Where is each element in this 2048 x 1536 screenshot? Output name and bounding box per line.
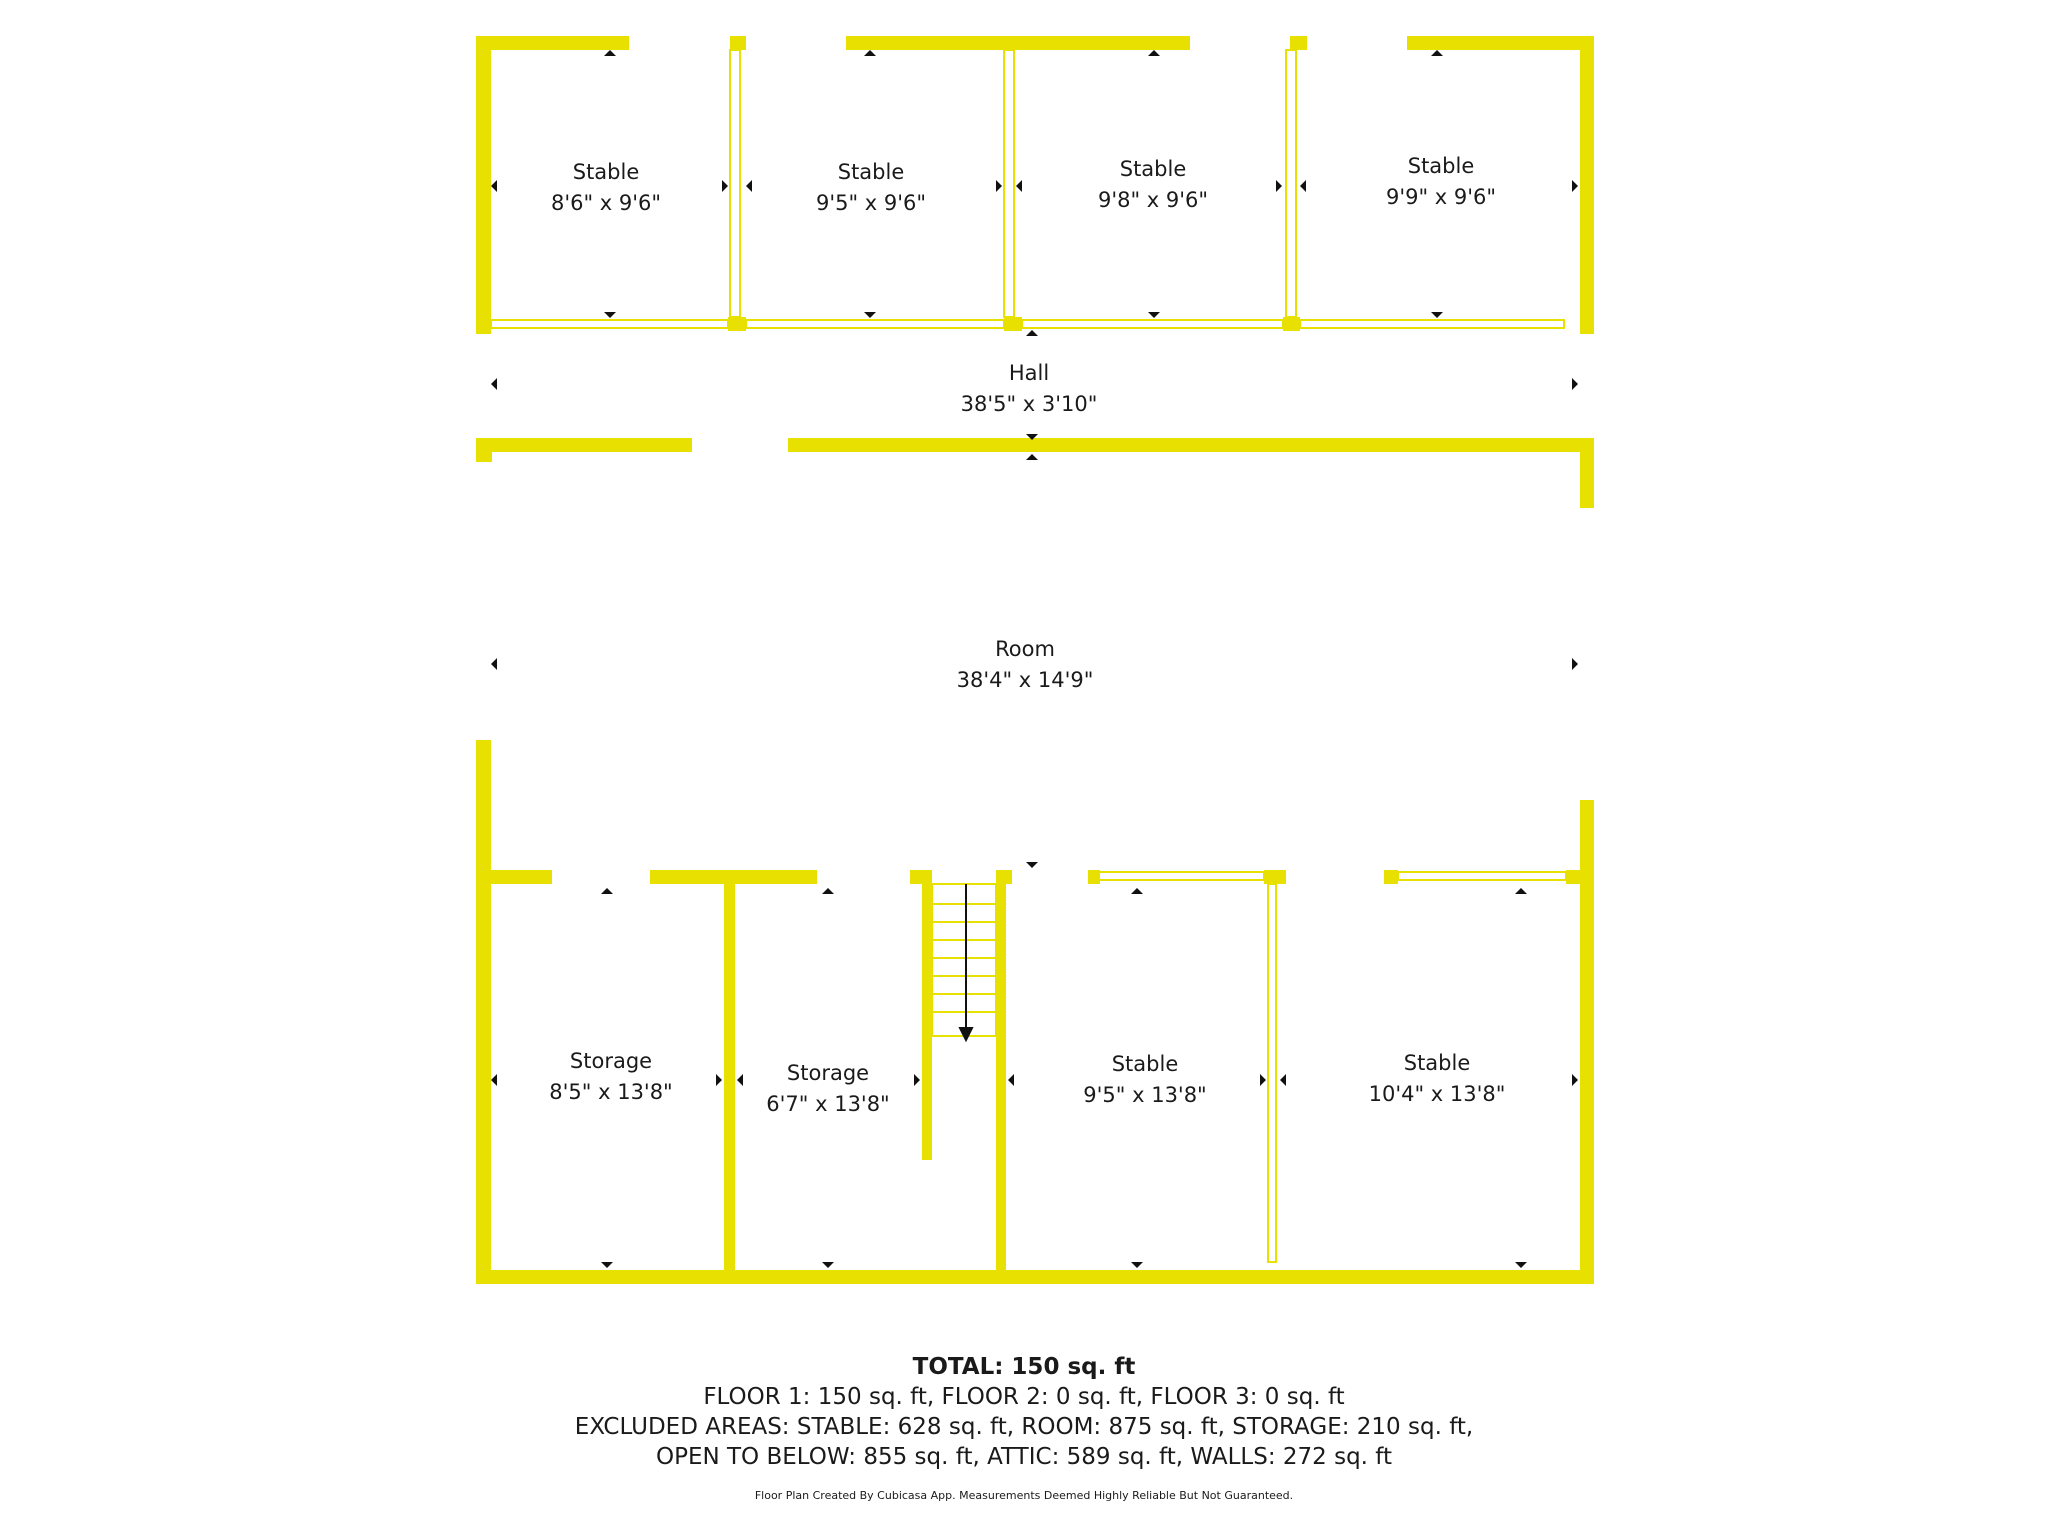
room-label-stable-2 bbox=[816, 157, 926, 219]
room-name: Stable bbox=[1111, 1052, 1179, 1076]
room-label-stable-6 bbox=[1369, 1048, 1506, 1110]
room-dimensions: 9'9" x 9'6" bbox=[1385, 185, 1497, 209]
room-name: Stable bbox=[1407, 154, 1475, 178]
room-label-stable-5 bbox=[1083, 1049, 1206, 1111]
room-dimensions: 9'5" x 13'8" bbox=[1083, 1083, 1207, 1107]
area-summary bbox=[0, 1352, 2048, 1504]
room-label-stable-1 bbox=[551, 157, 661, 219]
excluded-areas-line-2: OPEN TO BELOW: 855 sq. ft, ATTIC: 589 sq. ft, WALLS: 272 sq. ft bbox=[655, 1444, 1393, 1470]
staircase bbox=[932, 904, 996, 1012]
room-name: Stable bbox=[572, 160, 640, 184]
room-name: Stable bbox=[1403, 1051, 1471, 1075]
room-label-stable-4 bbox=[1386, 151, 1496, 213]
room-label-storage-1 bbox=[549, 1046, 672, 1108]
room-dimensions: 9'8" x 9'6" bbox=[1097, 188, 1209, 212]
floor-areas: FLOOR 1: 150 sq. ft, FLOOR 2: 0 sq. ft, FLOOR 3: 0 sq. ft bbox=[703, 1384, 1345, 1410]
room-dimensions: 38'4" x 14'9" bbox=[956, 668, 1094, 692]
room-label-stable-3 bbox=[1098, 154, 1208, 216]
total-area: TOTAL: 150 sq. ft bbox=[912, 1354, 1136, 1380]
room-name: Stable bbox=[837, 160, 905, 184]
room-dimensions: 8'6" x 9'6" bbox=[550, 191, 662, 215]
room-dimensions: 9'5" x 9'6" bbox=[815, 191, 927, 215]
room-dimensions: 8'5" x 13'8" bbox=[549, 1080, 673, 1104]
stair-direction-arrow bbox=[960, 884, 972, 1040]
room-name: Hall bbox=[1008, 361, 1050, 385]
room-label-hall bbox=[961, 358, 1098, 420]
disclaimer: Floor Plan Created By Cubicasa App. Measurements Deemed Highly Reliable But Not Guaranteed. bbox=[754, 1489, 1294, 1502]
room-dimensions: 10'4" x 13'8" bbox=[1368, 1082, 1506, 1106]
room-name: Storage bbox=[569, 1049, 653, 1073]
room-label-room bbox=[957, 634, 1094, 696]
excluded-areas-line-1: EXCLUDED AREAS: STABLE: 628 sq. ft, ROOM: 875 sq. ft, STORAGE: 210 sq. ft, bbox=[574, 1414, 1474, 1440]
room-dimensions: 6'7" x 13'8" bbox=[766, 1092, 890, 1116]
room-label-storage-2 bbox=[766, 1058, 889, 1120]
room-name: Storage bbox=[786, 1061, 870, 1085]
room-name: Stable bbox=[1119, 157, 1187, 181]
room-name: Room bbox=[995, 637, 1055, 661]
room-dimensions: 38'5" x 3'10" bbox=[960, 392, 1098, 416]
